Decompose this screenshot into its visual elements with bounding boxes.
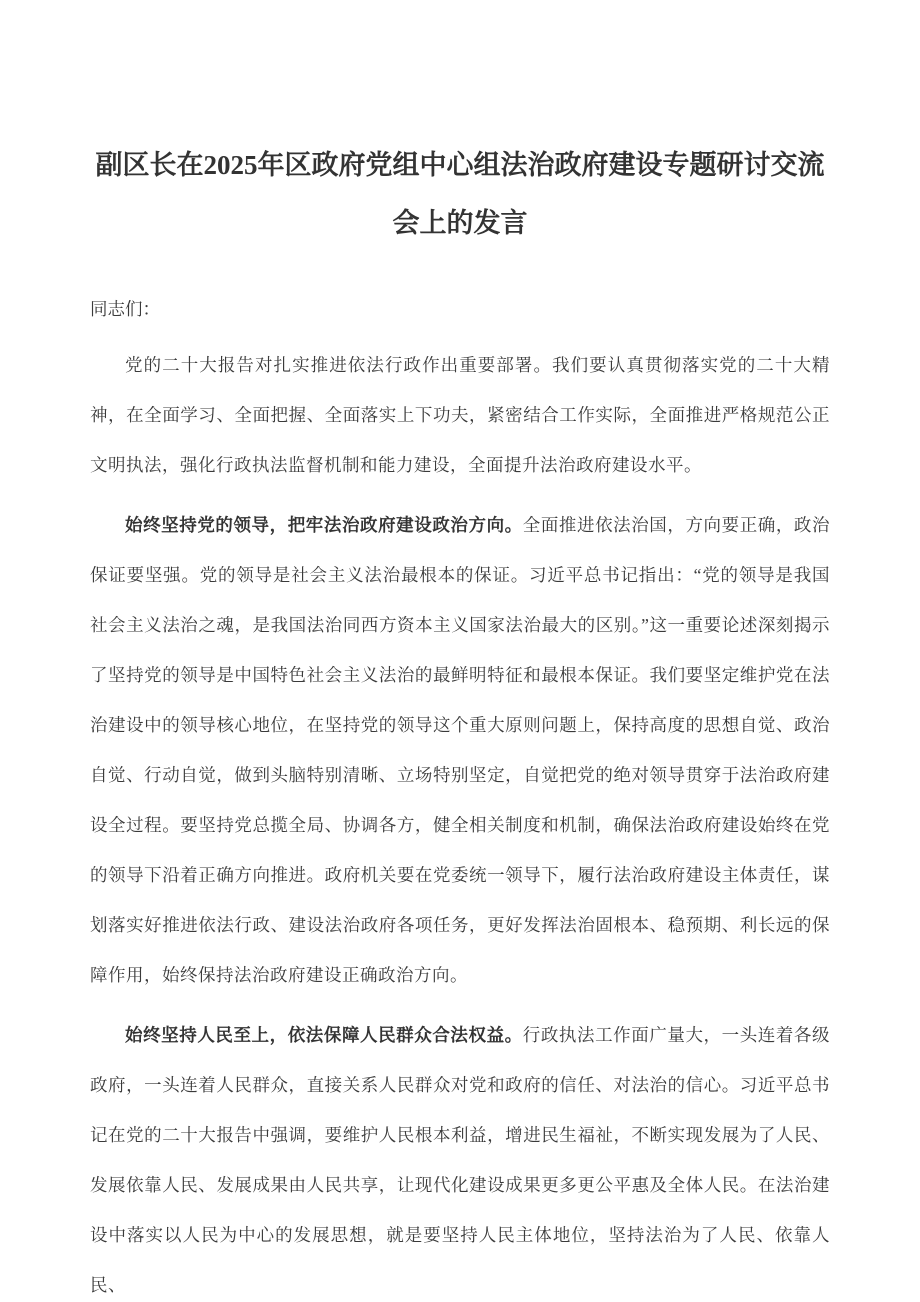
document-title: 副区长在2025年区政府党组中心组法治政府建设专题研讨交流会上的发言 (95, 150, 825, 238)
paragraph: 始终坚持党的领导，把牢法治政府建设政治方向。全面推进依法治国，方向要正确，政治保证要坚强。党的领导是社会主义法治最根本的保证。习近平总书记指出：“党的领导是我国社会主义法治之魂，是我国法治同西方资本主义国家法治最大的区别。”这一重要论述深刻揭示了坚持党的领导是中国特色社会主义法治的最鲜明特征和最根本保证。我们要坚定维护党在法治建设中的领导核心地位，在坚持党的领导这个重大原则问题上，保持高度的思想自觉、政治自觉、行动自觉，做到头脑特别清晰、立场特别坚定，自觉把党的绝对领导贯穿于法治政府建设全过程。要坚持党总揽全局、协调各方，健全相关制度和机制，确保法治政府建设始终在党的领导下沿着正确方向推进。政府机关要在党委统一领导下，履行法治政府建设主体责任，谋划落实好推进依法行政、建设法治政府各项任务，更好发挥法治固根本、稳预期、利长远的保障作用，始终保持法治政府建设正确政治方向。 (90, 515, 831, 985)
paragraph-lead-bold: 始终坚持党的领导，把牢法治政府建设政治方向。 (125, 515, 523, 535)
salutation: 同志们： (90, 299, 160, 319)
paragraph: 始终坚持人民至上，依法保障人民群众合法权益。行政执法工作面广量大，一头连着各级政府，一头连着人民群众，直接关系人民群众对党和政府的信任、对法治的信心。习近平总书记在党的二十大报告中强调，要维护人民根本利益，增进民生福祉，不断实现发展为了人民、发展依靠人民、发展成果由人民共享，让现代化建设成果更多更公平惠及全体人民。在法治建设中落实以人民为中心的发展思想，就是要坚持人民主体地位，坚持法治为了人民、依靠人民、 (90, 1025, 831, 1295)
paragraphs-container (90, 340, 830, 1302)
paragraph-lead-bold: 始终坚持人民至上，依法保障人民群众合法权益。 (125, 1025, 523, 1045)
paragraph: 党的二十大报告对扎实推进依法行政作出重要部署。我们要认真贯彻落实党的二十大精神，在全面学习、全面把握、全面落实上下功夫，紧密结合工作实际，全面推进严格规范公正文明执法，强化行政执法监督机制和能力建设，全面提升法治政府建设水平。 (90, 355, 830, 475)
